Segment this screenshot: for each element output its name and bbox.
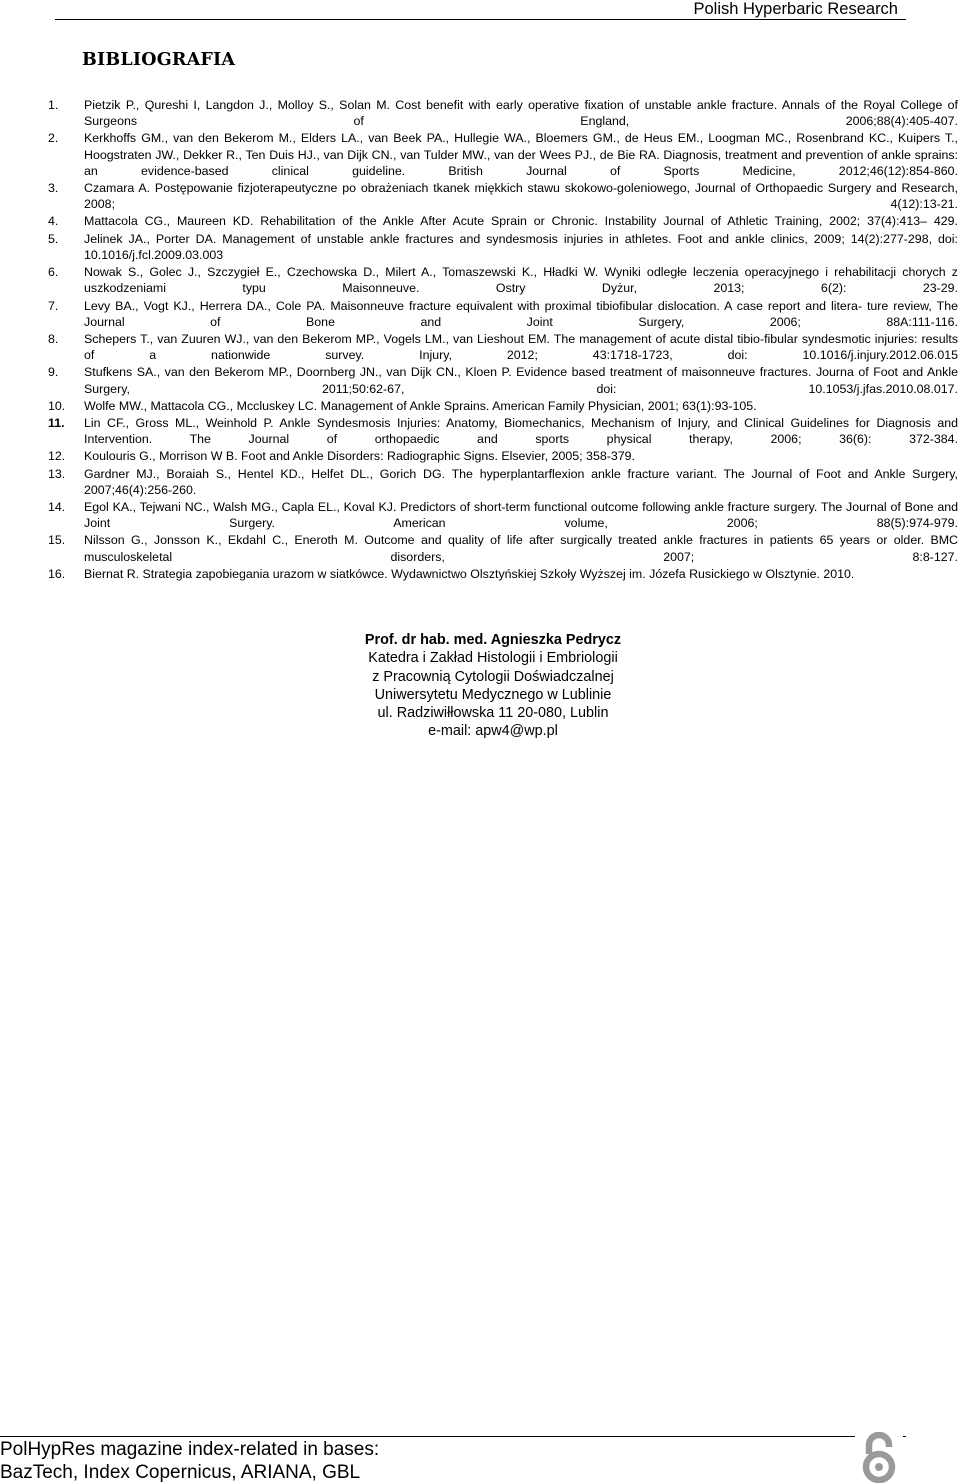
footer-divider bbox=[0, 1436, 906, 1437]
reference-text: Gardner MJ., Boraiah S., Hentel KD., Helfet DL., Gorich DG. The hyperplantarflexion ankle fracture variant. The Journal of Foot and Ankle Surgery, 2007;46(4):256-260. bbox=[84, 466, 958, 497]
author-name: Prof. dr hab. med. Agnieszka Pedrycz bbox=[364, 632, 622, 648]
reference-text: Koulouris G., Morrison W B. Foot and Ankle Disorders: Radiographic Signs. Elsevier, 2005; 358-379. bbox=[84, 449, 635, 464]
reference-text: Mattacola CG., Maureen KD. Rehabilitation of the Ankle After Acute Sprain or Chronic. Instability Journal of Athletic Training, 2002; 37(4):413– 429. bbox=[84, 214, 958, 229]
reference-number: 2. bbox=[48, 131, 59, 146]
page-footer bbox=[0, 1432, 960, 1483]
reference-number: 13. bbox=[48, 466, 66, 481]
reference-text: Egol KA., Tejwani NC., Walsh MG., Capla EL., Koval KJ. Predictors of short-term functional outcome following ankle fracture surgery. The Journal of Bone and Joint Surgery. American volume, 2006; 88(5):974-979. bbox=[84, 500, 958, 531]
section-title-text: BIBLIOGRAFIA bbox=[82, 50, 236, 70]
reference-text: Pietzik P., Qureshi I, Langdon J., Molloy S., Solan M. Cost benefit with early operative fixation of unstable ankle fracture. Annals of the Royal College of Surgeons of England, 2006;88(4):405-407. bbox=[84, 98, 958, 129]
reference-number: 7. bbox=[48, 298, 59, 313]
reference-item bbox=[48, 398, 958, 414]
reference-number: 6. bbox=[48, 265, 59, 280]
footer-index-line: PolHypRes magazine index-related in bases: bbox=[0, 1439, 380, 1460]
reference-item bbox=[48, 448, 958, 464]
reference-number: 8. bbox=[48, 331, 59, 346]
reference-number: 4. bbox=[48, 214, 59, 229]
author-block bbox=[300, 631, 686, 741]
reference-list bbox=[48, 97, 958, 583]
reference-text: Kerkhoffs GM., van den Bekerom M., Elders LA., van Beek PA., Hullegie WA., Bloemers GM., de Heus EM., Loogman MC., Rosenbrand KC., Kuipers T., Hoogstraten JW., Dekker R., Ten Duis HJ., van Dijk CN., van Tulder MW., van der Wees PJ., de Bie RA. Diagnosis, treatment and prevention of ankle sprains: an evidence-based clinical guideline. British Journal of Sports Medicine, 2012;46(12):854-860. bbox=[84, 131, 958, 178]
reference-text: Levy BA., Vogt KJ., Herrera DA., Cole PA. Maisonneuve fracture equivalent with proximal tibiofibular dislocation. A case report and litera- ture review, The Journal of Bone and Joint Surgery, 2006; 88A:111-116. bbox=[84, 298, 958, 329]
author-affiliation-line: z Pracownią Cytologii Doświadczalnej bbox=[372, 668, 614, 685]
page-header bbox=[55, 0, 906, 20]
reference-text: Schepers T., van Zuuren WJ., van den Bekerom MP., Vogels LM., van Lieshout EM. The management of acute distal tibio-fibular syndesmotic injuries: results of a nationwide survey. Injury, 2012; 43:1718-1723, doi: 10.1016/j.injury.2012.06.015 bbox=[84, 331, 958, 363]
footer-index-bases: BazTech, Index Copernicus, ARIANA, GBL bbox=[0, 1462, 361, 1483]
reference-item bbox=[48, 566, 958, 582]
reference-number: 9. bbox=[48, 365, 59, 380]
open-access-icon bbox=[855, 1432, 903, 1483]
reference-text: Biernat R. Strategia zapobiegania urazom w siatkówce. Wydawnictwo Olsztyńskiej Szkoły Wyższej im. Józefa Rusickiego w Olsztynie. 2010. bbox=[84, 566, 855, 581]
reference-number: 15. bbox=[48, 533, 66, 548]
reference-number: 3. bbox=[48, 181, 59, 196]
reference-text: Wolfe MW., Mattacola CG., Mccluskey LC. Management of Ankle Sprains. American Family Physician, 2001; 63(1):93-105. bbox=[84, 398, 757, 413]
reference-number: 10. bbox=[48, 398, 66, 413]
section-title bbox=[82, 48, 235, 72]
reference-text: Stufkens SA., van den Bekerom MP., Doornberg JN., van Dijk CN., Kloen P. Evidence based treatment of maisonneuve fractures. Journa of Foot and Ankle Surgery, 2011;50:62-67, doi: 10.1053/j.jfas.2010.08.017. bbox=[84, 365, 958, 396]
reference-number: 16. bbox=[48, 566, 66, 581]
reference-text: Nowak S., Golec J., Szczygieł E., Czechowska D., Milert A., Tomaszewski K., Hładki W. Wyniki odległe leczenia operacyjnego i rehabilitacji chorych z uszkodzeniami typu Maisonneuve. Ostry Dyżur, 2013; 6(2): 23-29. bbox=[84, 265, 958, 296]
footer-text bbox=[0, 1438, 379, 1484]
author-address: ul. Radziwiłłowska 11 20-080, Lublin bbox=[377, 705, 609, 722]
reference-text: Lin CF., Gross ML., Weinhold P. Ankle Syndesmosis Injuries: Anatomy, Biomechanics, Mechanism of Injury, and Clinical Guidelines for Diagnosis and Intervention. The Journal of orthopaedic and sports physical therapy, 2006; 36(6): 372-384. bbox=[84, 416, 958, 447]
reference-number: 1. bbox=[48, 98, 59, 112]
reference-text: Nilsson G., Jonsson K., Ekdahl C., Eneroth M. Outcome and quality of life after surgically treated ankle fractures in patients 65 years or older. BMC musculoskeletal disorders, 2007; 8:8-127. bbox=[84, 533, 958, 564]
author-email: e-mail: apw4@wp.pl bbox=[428, 723, 558, 740]
reference-number: 14. bbox=[48, 500, 66, 515]
reference-number: 5. bbox=[48, 231, 59, 246]
author-affiliation-line: Katedra i Zakład Histologii i Embriologii bbox=[368, 650, 618, 667]
journal-name: Polish Hyperbaric Research bbox=[693, 0, 898, 18]
reference-number: 12. bbox=[48, 449, 66, 464]
reference-number: 11. bbox=[48, 416, 65, 430]
reference-text: Czamara A. Postępowanie fizjoterapeutyczne po obrażeniach tkanek miękkich stawu skokowo-goleniowego, Journal of Orthopaedic Surgery and Research, 2008; 4(12):13-21. bbox=[84, 181, 958, 212]
author-affiliation-line: Uniwersytetu Medycznego w Lublinie bbox=[374, 686, 612, 703]
reference-text: Jelinek JA., Porter DA. Management of unstable ankle fractures and syndesmosis injuries in athletes. Foot and ankle clinics, 2009; 14(2):277-298, doi: 10.1016/j.fcl.2009.03.003 bbox=[84, 231, 958, 262]
